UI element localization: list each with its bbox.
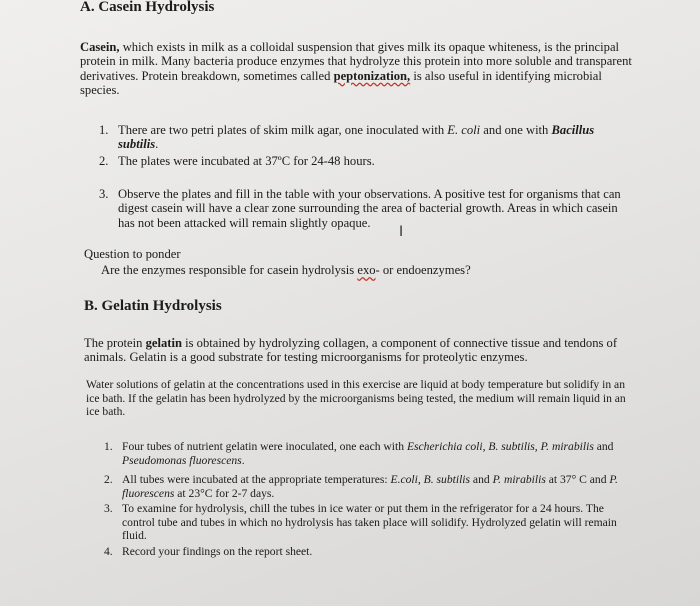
gelatin-term: gelatin — [145, 336, 182, 350]
section-a-title: A. Casein Hydrolysis — [80, 0, 215, 15]
gelatin-paragraph-2: Water solutions of gelatin at the concentrations used in this exercise are liquid at body temperature but solidify in an ice bath. If the gelatin has been hydrolyzed by the microorganisms being tested, the medium will remain liquid in an ice bath. — [86, 378, 626, 418]
section-b-title: B. Gelatin Hydrolysis — [84, 298, 222, 314]
casein-term: Casein, — [80, 40, 120, 54]
casein-intro-paragraph: Casein, which exists in milk as a colloidal suspension that gives milk its opaque whiteness, is the principal protein in milk. Many bacteria produce enzymes that hydrolyze this protein into more soluble and transparent derivatives. Protein breakdown, sometimes called peptonization, is also useful in identifying microbial species. — [80, 40, 632, 98]
spellcheck-peptonization: peptonization, — [333, 68, 411, 83]
gelatin-paragraph-1: The protein gelatin is obtained by hydrolyzing collagen, a component of connective tissue and tendons of animals. Gelatin is a good substrate for testing microorganisms for proteolytic enzymes. — [84, 336, 618, 365]
question-text: Are the enzymes responsible for casein hydrolysis exo- or endoenzymes? — [101, 263, 471, 277]
spellcheck-exo: exo — [357, 263, 376, 277]
question-label: Question to ponder — [84, 247, 181, 261]
document-page: A. Casein Hydrolysis Casein, which exists in milk as a colloidal suspension that gives milk its opaque whiteness, is the principal protein in milk. Many bacteria produce enzymes that hydrolyze this protein into more soluble and transparent derivatives. Protein breakdown, sometimes called peptonization, is also useful in identifying microbial species. 1. There are two petri plates of skim milk agar, one inoculated with E. coli and one with Bacillus subtilis. 2. The plates were incubated at 37ºC for 24-48 hours. 3. Observe the plates and fill in the table with your observations. A positive test for organisms that can digest casein will have a clear zone surrounding the area of bacterial growth. Areas in which casein has not been attacked will remain slightly opaque. I Question to ponder Are the enzymes responsible for casein hydrolysis exo- or endoenzymes? B. Gelatin Hydrolysis The protein gelatin is obtained by hydrolyzing collagen, a component of connective tissue and tendons of animals. Gelatin is a good substrate for testing microorganisms for proteolytic enzymes. Water solutions of gelatin at the concentrations used in this exercise are liquid at body temperature but solidify in an ice bath. If the gelatin has been hydrolyzed by the microorganisms being tested, the medium will remain liquid in an ice bath. 1. Four tubes of nutrient gelatin were inoculated, one each with Escherichia coli, B. subtilis, P. mirabilis and Pseudomonas fluorescens. 2. All tubes were incubated at the appropriate temperatures: E.coli, B. subtilis and P. mirabilis at 37° C and P. fluorescens at 23°C for 2-7 days. 3. To examine for hydrolysis, chill the tubes in ice water or put them in the refrigerator for a 24 hours. The control tube and tubes in which no hydrolysis has taken place will solidify. Hydrolyzed gelatin will remain fluid. 4. Record your findings on the report sheet. — [0, 0, 700, 606]
text-cursor-icon: I — [399, 224, 404, 240]
